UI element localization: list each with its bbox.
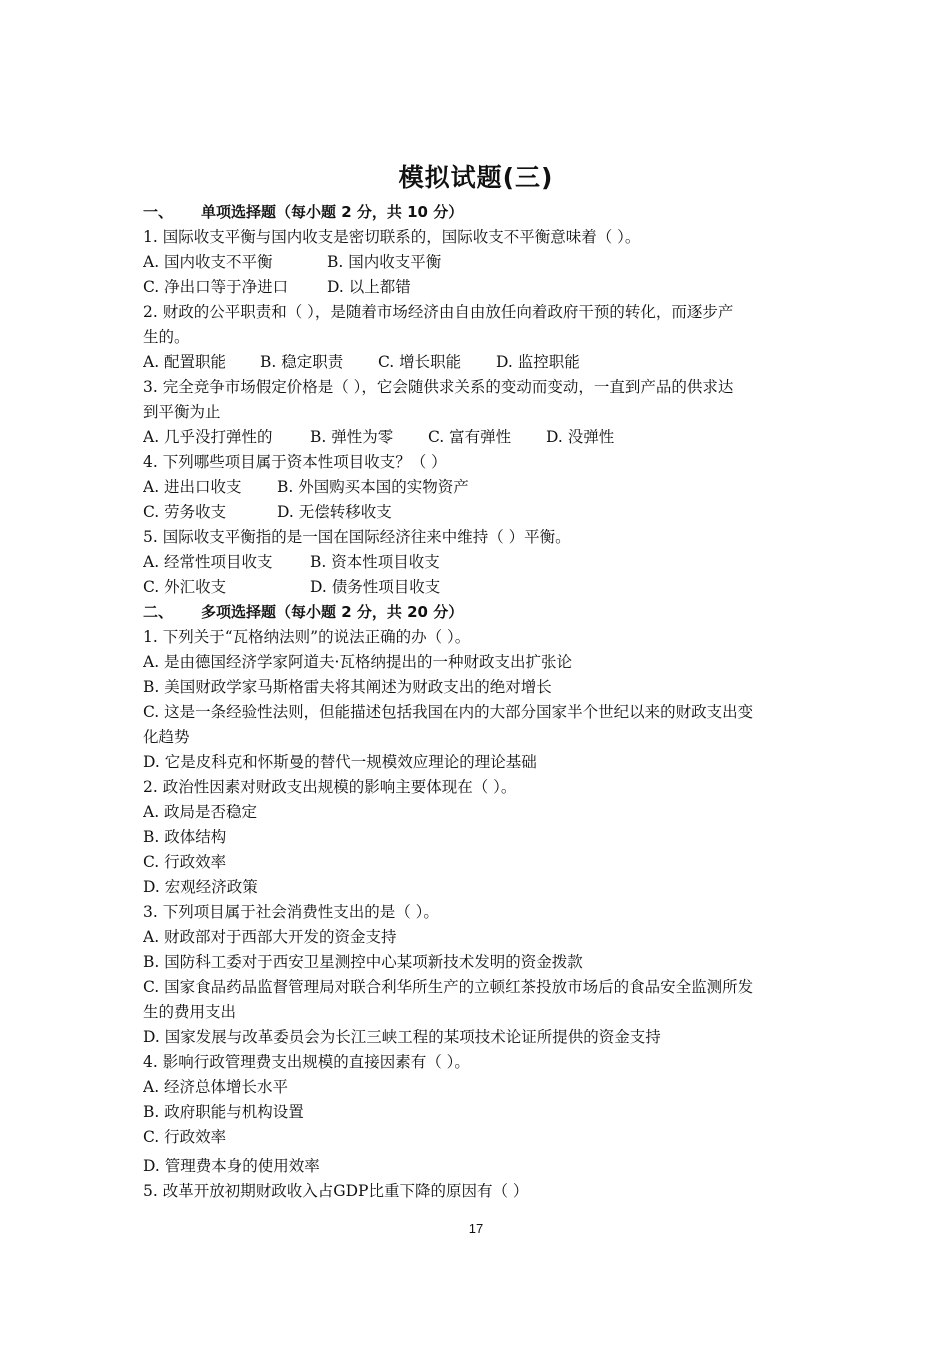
option: D. 没弹性	[546, 428, 615, 446]
question-stem: 4. 下列哪些项目属于资本性项目收支？（ ）	[143, 453, 447, 471]
question-stem: 2. 财政的公平职责和（ ），是随着市场经济由自由放任向着政府干预的转化，而逐步产	[143, 303, 734, 321]
option: B. 资本性项目收支	[310, 553, 440, 571]
section-number: 一、	[143, 203, 174, 221]
page-title: 模拟试题(三)	[398, 163, 554, 192]
option: A. 经常性项目收支	[143, 553, 273, 571]
option: A. 政局是否稳定	[143, 803, 258, 821]
option: D. 它是皮科克和怀斯曼的替代一规模效应理论的理论基础	[143, 753, 537, 771]
option-row	[143, 475, 813, 500]
section-number: 二、	[143, 603, 174, 621]
option: C. 劳务收支	[143, 503, 227, 521]
option: C. 外汇收支	[143, 578, 227, 596]
option: B. 国内收支平衡	[327, 253, 442, 271]
option: B. 政府职能与机构设置	[143, 1103, 304, 1121]
option: A. 配置职能	[143, 353, 227, 371]
option: D. 债务性项目收支	[310, 578, 441, 596]
option: D. 宏观经济政策	[143, 878, 258, 896]
section-heading-multiple-choice	[143, 600, 813, 625]
option: D. 以上都错	[327, 278, 411, 296]
option: A. 经济总体增长水平	[143, 1078, 289, 1096]
option: B. 国防科工委对于西安卫星测控中心某项新技术发明的资金拨款	[143, 953, 583, 971]
option: B. 外国购买本国的实物资产	[277, 478, 469, 496]
option: D. 无偿转移收支	[277, 503, 392, 521]
option: B. 弹性为零	[310, 428, 394, 446]
question-stem: 3. 下列项目属于社会消费性支出的是（ ）。	[143, 903, 439, 921]
option: B. 稳定职责	[260, 353, 344, 371]
option-continued: 生的费用支出	[143, 1003, 237, 1021]
question-stem: 1. 下列关于“瓦格纳法则”的说法正确的办（ ）。	[143, 628, 471, 646]
section-heading-single-choice	[143, 200, 813, 225]
question-stem: 1. 国际收支平衡与国内收支是密切联系的，国际收支不平衡意味着（ ）。	[143, 228, 641, 246]
option: A. 是由德国经济学家阿道夫·瓦格纳提出的一种财政支出扩张论	[143, 653, 572, 671]
option: D. 管理费本身的使用效率	[143, 1157, 320, 1175]
option-row	[143, 500, 813, 525]
page-number: 17	[468, 1221, 484, 1236]
option: B. 美国财政学家马斯格雷夫将其阐述为财政支出的绝对增长	[143, 678, 552, 696]
option-row	[143, 350, 813, 375]
option: D. 监控职能	[496, 353, 580, 371]
option-row	[143, 550, 813, 575]
option: C. 这是一条经验性法则，但能描述包括我国在内的大部分国家半个世纪以来的财政支出变	[143, 703, 754, 721]
section-title: 多项选择题（每小题 2 分，共 20 分）	[201, 603, 464, 621]
option: D. 国家发展与改革委员会为长江三峡工程的某项技术论证所提供的资金支持	[143, 1028, 661, 1046]
option: C. 净出口等于净进口	[143, 278, 289, 296]
option: C. 增长职能	[378, 353, 462, 371]
option: B. 政体结构	[143, 828, 227, 846]
option: A. 国内收支不平衡	[143, 253, 273, 271]
option: C. 富有弹性	[428, 428, 512, 446]
option-row	[143, 275, 813, 300]
question-stem-continued: 生的。	[143, 328, 190, 346]
option: C. 国家食品药品监督管理局对联合利华所生产的立顿红茶投放市场后的食品安全监测所发	[143, 978, 754, 996]
option-row	[143, 575, 813, 600]
option-row	[143, 250, 813, 275]
question-stem-continued: 到平衡为止	[143, 403, 221, 421]
option-continued: 化趋势	[143, 728, 190, 746]
option: A. 财政部对于西部大开发的资金支持	[143, 928, 397, 946]
question-stem: 3. 完全竞争市场假定价格是（ ），它会随供求关系的变动而变动，一直到产品的供求达	[143, 378, 734, 396]
option: A. 几乎没打弹性的	[143, 428, 273, 446]
option-row	[143, 425, 813, 450]
question-stem: 5. 国际收支平衡指的是一国在国际经济往来中维持（ ）平衡。	[143, 528, 571, 546]
question-stem: 2. 政治性因素对财政支出规模的影响主要体现在（ ）。	[143, 778, 517, 796]
question-stem: 4. 影响行政管理费支出规模的直接因素有（ ）。	[143, 1053, 470, 1071]
section-title: 单项选择题（每小题 2 分，共 10 分）	[201, 203, 464, 221]
option: C. 行政效率	[143, 853, 227, 871]
question-stem: 5. 改革开放初期财政收入占GDP比重下降的原因有（ ）	[143, 1182, 529, 1200]
exam-content	[143, 200, 813, 1204]
option: C. 行政效率	[143, 1128, 227, 1146]
option: A. 进出口收支	[143, 478, 242, 496]
